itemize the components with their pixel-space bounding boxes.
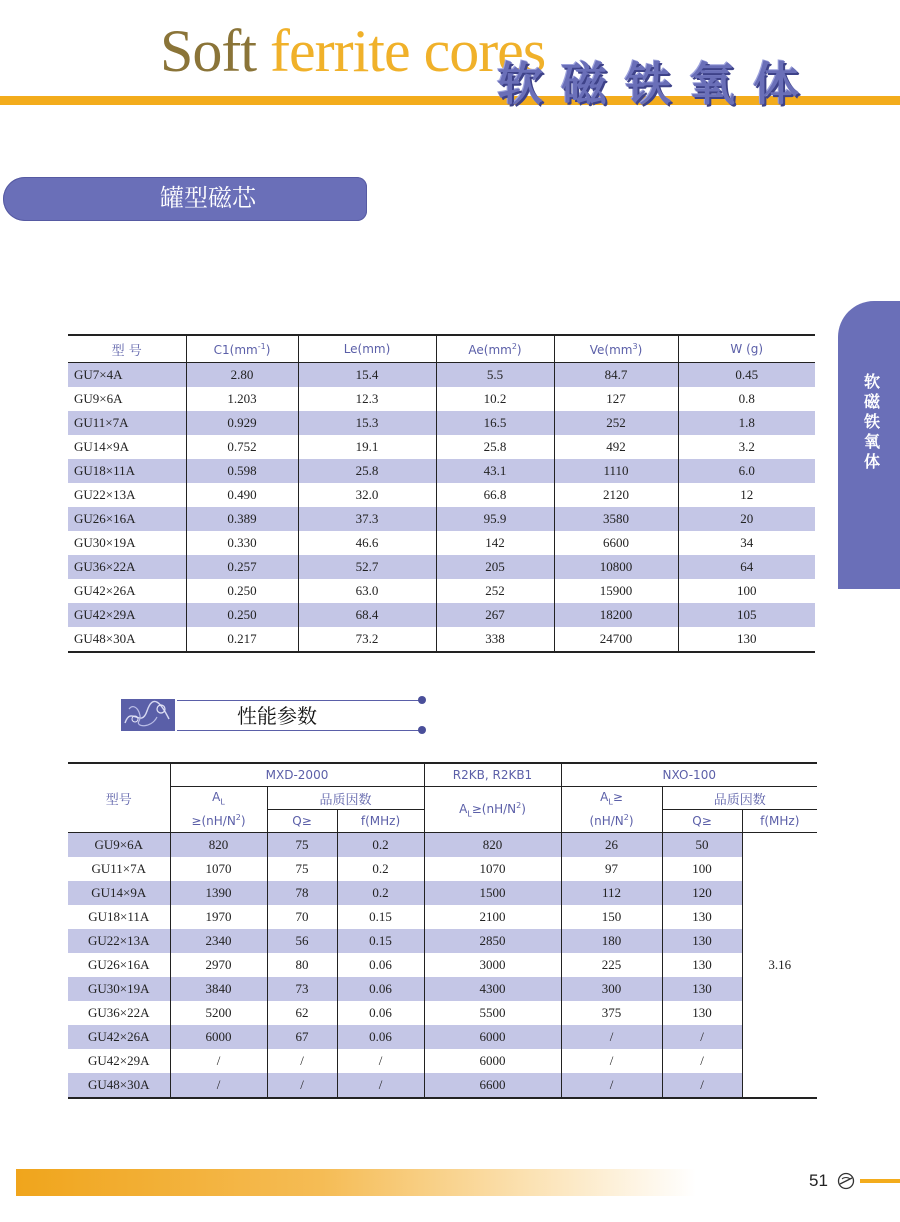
cell-value: 78 <box>267 881 337 905</box>
cell-value: 0.389 <box>186 507 298 531</box>
cell-value: 34 <box>678 531 815 555</box>
table-row <box>68 387 815 411</box>
table-row <box>68 929 817 953</box>
cell-value: 5200 <box>170 1001 267 1025</box>
header-le: Le(mm) <box>298 335 436 363</box>
cell-value: 75 <box>267 857 337 881</box>
cell-value: 12.3 <box>298 387 436 411</box>
cell-value: 73 <box>267 977 337 1001</box>
cell-value: 10.2 <box>436 387 554 411</box>
cell-value: 0.598 <box>186 459 298 483</box>
cell-value: 95.9 <box>436 507 554 531</box>
cell-value: 0.217 <box>186 627 298 652</box>
cell-value: 3840 <box>170 977 267 1001</box>
table-row <box>68 881 817 905</box>
cell-value: 300 <box>561 977 662 1001</box>
table-row <box>68 977 817 1001</box>
cell-value: 2970 <box>170 953 267 977</box>
cell-value: / <box>337 1049 424 1073</box>
table-row <box>68 483 815 507</box>
cell-value: / <box>561 1025 662 1049</box>
rule-end-dot <box>418 696 426 704</box>
cell-model: GU42×26A <box>74 583 136 598</box>
cell-value: 67 <box>267 1025 337 1049</box>
cell-model: GU42×29A <box>88 1053 150 1068</box>
cell-model: GU36×22A <box>88 1005 150 1020</box>
cell-value: 25.8 <box>298 459 436 483</box>
cell-value: 338 <box>436 627 554 652</box>
header-r2kb: R2KB, R2KB1 <box>424 763 561 787</box>
cell-value: 46.6 <box>298 531 436 555</box>
cell-value: 0.330 <box>186 531 298 555</box>
page-title <box>160 18 545 84</box>
cell-value: 70 <box>267 905 337 929</box>
footer-bar <box>16 1169 696 1196</box>
performance-parameters-table <box>68 762 817 1099</box>
table-row <box>68 579 815 603</box>
cell-model: GU11×7A <box>91 861 146 876</box>
cell-value: 0.06 <box>337 953 424 977</box>
page-number: 51 <box>809 1171 828 1190</box>
cell-value: 6600 <box>554 531 678 555</box>
table-row <box>68 531 815 555</box>
cell-value: 0.490 <box>186 483 298 507</box>
cell-value: 120 <box>662 881 742 905</box>
cell-model: GU42×29A <box>68 603 186 627</box>
header-al-unit-nxo: $(nH/N^2)$ <box>561 810 662 833</box>
cell-model: GU9×6A <box>74 391 123 406</box>
cell-value: 0.2 <box>337 881 424 905</box>
cell-value: 15900 <box>554 579 678 603</box>
cell-value: 6000 <box>424 1025 561 1049</box>
cell-value: 6600 <box>424 1073 561 1098</box>
swirl-decoration-icon <box>121 699 175 731</box>
cell-value: 80 <box>267 953 337 977</box>
nautilus-icon <box>837 1172 855 1190</box>
header-ae: $Ae(mm^2)$ <box>436 335 554 363</box>
cell-value: / <box>662 1025 742 1049</box>
cell-value: 130 <box>678 627 815 652</box>
cell-value: 267 <box>436 603 554 627</box>
cell-value: 26 <box>561 833 662 858</box>
table-header-row <box>68 335 815 363</box>
cell-value: 0.2 <box>337 857 424 881</box>
cell-value: 2340 <box>170 929 267 953</box>
cell-value: / <box>561 1049 662 1073</box>
cell-value: 375 <box>561 1001 662 1025</box>
cell-value: 73.2 <box>298 627 436 652</box>
cell-model: GU7×4A <box>68 363 186 388</box>
table-row <box>68 1001 817 1025</box>
table-row <box>68 459 815 483</box>
header-mxd-2000: MXD-2000 <box>170 763 424 787</box>
cell-value: 492 <box>554 435 678 459</box>
cell-value: 180 <box>561 929 662 953</box>
cell-value: 97 <box>561 857 662 881</box>
subheading-rule-bottom <box>177 730 423 731</box>
cell-value: 252 <box>436 579 554 603</box>
table-row <box>68 1049 817 1073</box>
cell-value: 1110 <box>554 459 678 483</box>
cell-value: 130 <box>662 953 742 977</box>
cell-value: 12 <box>678 483 815 507</box>
cell-value: 0.250 <box>186 579 298 603</box>
cell-model: GU14×9A <box>74 439 129 454</box>
cell-value: 2.80 <box>186 363 298 388</box>
table-row <box>68 363 815 388</box>
header-al-r2kb: $A_L\ge(nH/N^2)$ <box>424 787 561 833</box>
cell-model: GU26×16A <box>88 957 150 972</box>
cell-model: GU30×19A <box>68 977 170 1001</box>
cell-value: 130 <box>662 977 742 1001</box>
table-row <box>68 627 815 652</box>
cell-value: 0.06 <box>337 977 424 1001</box>
cell-value: 32.0 <box>298 483 436 507</box>
cell-value: 820 <box>170 833 267 858</box>
cell-value: 4300 <box>424 977 561 1001</box>
cell-value: 18200 <box>554 603 678 627</box>
cell-value: 5.5 <box>436 363 554 388</box>
table-row <box>68 1073 817 1098</box>
header-weight: W (g) <box>678 335 815 363</box>
pot-core-dimensions-table <box>68 334 815 653</box>
cell-value: 15.3 <box>298 411 436 435</box>
header-al-unit: $\ge(nH/N^2)$ <box>170 810 267 833</box>
header-q-nxo: Q≥ <box>662 810 742 833</box>
header-al: $A_L$ <box>170 787 267 810</box>
cell-value: / <box>267 1049 337 1073</box>
cell-model: GU18×11A <box>88 909 150 924</box>
cell-value: 112 <box>561 881 662 905</box>
cell-value: 0.15 <box>337 905 424 929</box>
header-nxo-100: NXO-100 <box>561 763 817 787</box>
cell-value: 75 <box>267 833 337 858</box>
cell-model: GU22×13A <box>68 929 170 953</box>
header-model: 型 号 <box>68 335 186 363</box>
cell-value: 6.0 <box>678 459 815 483</box>
table-row <box>68 953 817 977</box>
header-al-nxo: $A_L\ge$ <box>561 787 662 810</box>
cell-value: 37.3 <box>298 507 436 531</box>
cell-value: 0.257 <box>186 555 298 579</box>
subheading: 性能参数 <box>237 704 317 728</box>
header-f-nxo: f(MHz) <box>742 810 817 833</box>
cell-value: 56 <box>267 929 337 953</box>
cell-nxo-frequency: 3.16 <box>742 833 817 1099</box>
cell-value: 0.45 <box>678 363 815 388</box>
cell-value: / <box>170 1049 267 1073</box>
table-row <box>68 603 815 627</box>
cell-value: 19.1 <box>298 435 436 459</box>
table-row <box>68 435 815 459</box>
cell-model: GU18×11A <box>68 459 186 483</box>
cell-value: 820 <box>424 833 561 858</box>
cell-model: GU14×9A <box>68 881 170 905</box>
cell-value: 130 <box>662 1001 742 1025</box>
subheading-rule-top <box>177 700 423 701</box>
cell-value: 0.15 <box>337 929 424 953</box>
cell-value: 15.4 <box>298 363 436 388</box>
rule-end-dot <box>418 726 426 734</box>
cell-value: 50 <box>662 833 742 858</box>
cell-value: 68.4 <box>298 603 436 627</box>
cell-value: 252 <box>554 411 678 435</box>
cell-value: 100 <box>662 857 742 881</box>
cell-value: 142 <box>436 531 554 555</box>
cell-value: 25.8 <box>436 435 554 459</box>
cell-value: 52.7 <box>298 555 436 579</box>
cell-value: 1390 <box>170 881 267 905</box>
cell-model: GU26×16A <box>68 507 186 531</box>
header-quality-factor: 品质因数 <box>267 787 424 810</box>
cell-model: GU48×30A <box>74 631 136 646</box>
section-heading: 罐型磁芯 <box>160 184 256 212</box>
cell-value: 2120 <box>554 483 678 507</box>
cell-value: 3000 <box>424 953 561 977</box>
cell-value: 0.752 <box>186 435 298 459</box>
cell-value: 1970 <box>170 905 267 929</box>
cell-value: 10800 <box>554 555 678 579</box>
cell-model: GU42×26A <box>68 1025 170 1049</box>
header-c1: $C1(mm^{-1})$ <box>186 335 298 363</box>
cell-value: / <box>662 1049 742 1073</box>
footer-rule <box>860 1179 900 1183</box>
table-row <box>68 555 815 579</box>
table-row <box>68 857 817 881</box>
cell-value: / <box>662 1073 742 1098</box>
cell-model: GU22×13A <box>74 487 136 502</box>
cell-value: 0.2 <box>337 833 424 858</box>
cell-value: 43.1 <box>436 459 554 483</box>
header-quality-factor-nxo: 品质因数 <box>662 787 817 810</box>
cell-value: 130 <box>662 905 742 929</box>
cell-value: 0.06 <box>337 1001 424 1025</box>
cell-value: 130 <box>662 929 742 953</box>
cell-value: 24700 <box>554 627 678 652</box>
cell-value: 20 <box>678 507 815 531</box>
cell-model: GU9×6A <box>68 833 170 858</box>
cell-value: 100 <box>678 579 815 603</box>
cell-value: 0.8 <box>678 387 815 411</box>
cell-value: 2100 <box>424 905 561 929</box>
cell-value: 127 <box>554 387 678 411</box>
cell-model: GU11×7A <box>68 411 186 435</box>
header-ve: $Ve(mm^3)$ <box>554 335 678 363</box>
cell-value: 1.203 <box>186 387 298 411</box>
cell-model: GU48×30A <box>68 1073 170 1098</box>
cell-value: 2850 <box>424 929 561 953</box>
title-chinese: 软磁铁氧体 <box>497 57 817 111</box>
cell-value: 105 <box>678 603 815 627</box>
title-word-soft: Soft <box>160 18 257 84</box>
cell-value: 84.7 <box>554 363 678 388</box>
cell-value: 64 <box>678 555 815 579</box>
cell-model: GU30×19A <box>74 535 136 550</box>
table-header-row <box>68 787 817 810</box>
cell-value: / <box>337 1073 424 1098</box>
cell-value: / <box>561 1073 662 1098</box>
table-row <box>68 905 817 929</box>
cell-value: 16.5 <box>436 411 554 435</box>
cell-value: 1070 <box>424 857 561 881</box>
table-row <box>68 411 815 435</box>
cell-value: 62 <box>267 1001 337 1025</box>
header-model: 型号 <box>68 763 170 833</box>
cell-value: 3580 <box>554 507 678 531</box>
title-word-ferrite-cores: ferrite cores <box>270 18 546 84</box>
cell-value: 225 <box>561 953 662 977</box>
header-q: Q≥ <box>267 810 337 833</box>
table-row <box>68 1025 817 1049</box>
cell-value: 0.929 <box>186 411 298 435</box>
cell-value: 6000 <box>170 1025 267 1049</box>
cell-value: 0.06 <box>337 1025 424 1049</box>
cell-value: 5500 <box>424 1001 561 1025</box>
cell-value: 3.2 <box>678 435 815 459</box>
table-row <box>68 507 815 531</box>
header-f: f(MHz) <box>337 810 424 833</box>
cell-value: 66.8 <box>436 483 554 507</box>
cell-value: 205 <box>436 555 554 579</box>
cell-value: 63.0 <box>298 579 436 603</box>
cell-value: 6000 <box>424 1049 561 1073</box>
table-row <box>68 833 817 858</box>
cell-value: 1500 <box>424 881 561 905</box>
cell-value: 150 <box>561 905 662 929</box>
cell-value: 0.250 <box>186 603 298 627</box>
cell-value: / <box>170 1073 267 1098</box>
table-header-row <box>68 763 817 787</box>
cell-value: 1.8 <box>678 411 815 435</box>
side-tab-label: 软磁铁氧体 <box>863 372 880 471</box>
cell-value: / <box>267 1073 337 1098</box>
cell-value: 1070 <box>170 857 267 881</box>
cell-model: GU36×22A <box>68 555 186 579</box>
